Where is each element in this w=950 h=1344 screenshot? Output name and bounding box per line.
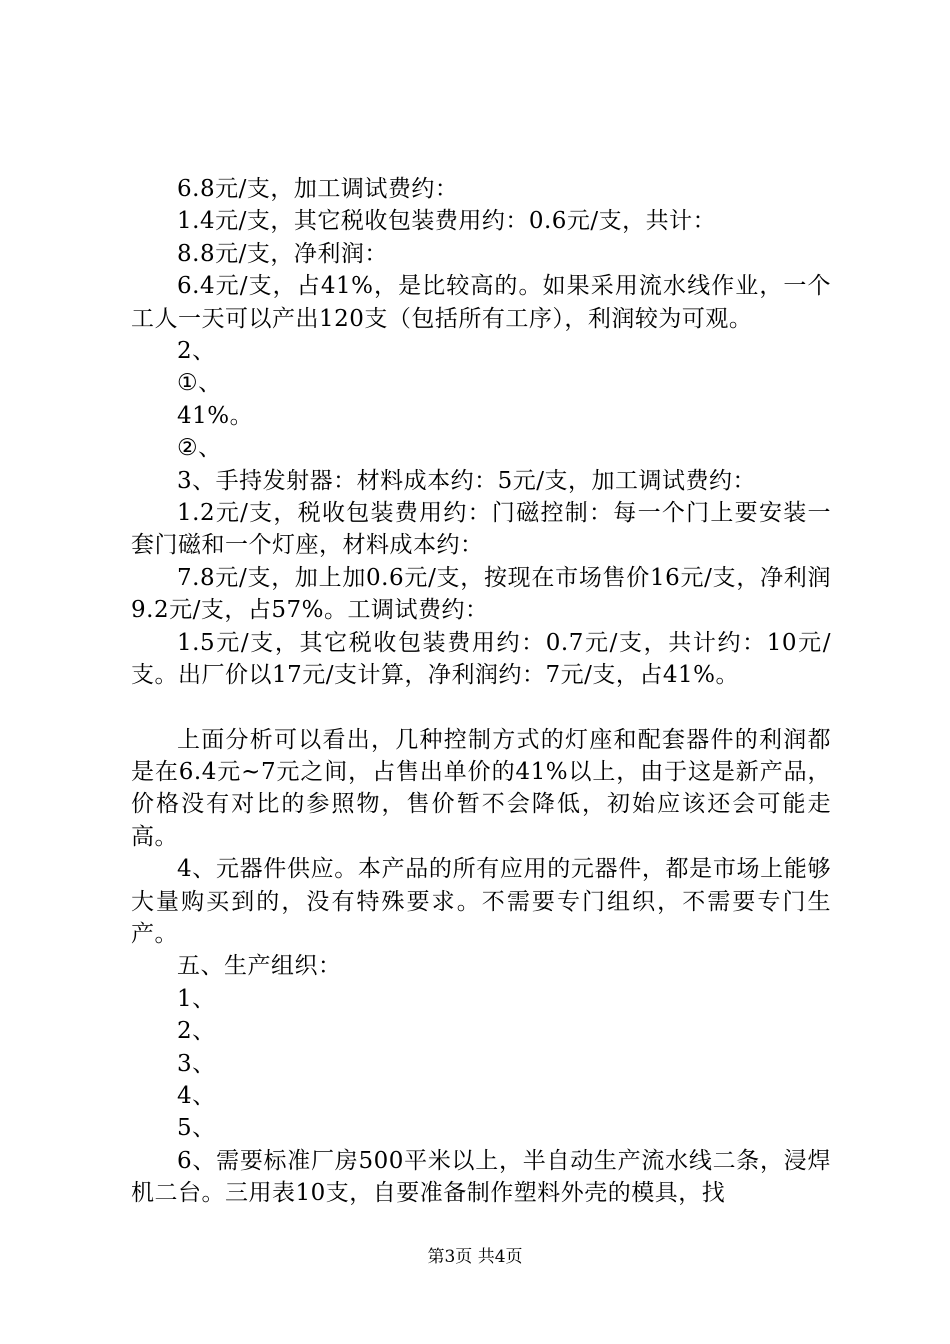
- paragraph: 8.8元/支，净利润：: [177, 240, 388, 267]
- paragraph: 1.5元/支，其它税收包装费用约：0.7元/支，共计约：10元/支。出厂价以17元/支计算，净利润约：7元/支，占41%。: [131, 629, 831, 689]
- paragraph: 3、手持发射器：材料成本约：5元/支，加工调试费约：: [177, 467, 757, 494]
- paragraph: 1.2元/支，税收包装费用约：门磁控制：每一个门上要安装一套门磁和一个灯座，材料成本约：: [131, 500, 831, 559]
- paragraph: ②、: [177, 435, 222, 462]
- paragraph: 2、: [177, 1018, 216, 1045]
- paragraph: 41%。: [177, 402, 254, 429]
- paragraph: 2、: [177, 338, 216, 365]
- paragraph: 1、: [177, 985, 216, 1012]
- paragraph: 3、: [177, 1050, 216, 1077]
- paragraph-gap: [131, 692, 831, 724]
- paragraph: 五、生产组织：: [177, 953, 342, 980]
- paragraph: 6.8元/支，加工调试费约：: [177, 176, 459, 202]
- page-footer: 第3页 共4页: [427, 1247, 523, 1267]
- paragraph: 5、: [177, 1115, 216, 1142]
- paragraph: 4、: [177, 1082, 216, 1109]
- paragraph: 上面分析可以看出，几种控制方式的灯座和配套器件的利润都是在6.4元~7元之间，占售出单价的41%以上，由于这是新产品，价格没有对比的参照物，售价暂不会降低，初始应该还会可能走高。: [131, 726, 831, 850]
- paragraph: 4、元器件供应。本产品的所有应用的元器件，都是市场上能够大量购买到的，没有特殊要求。不需要专门组织，不需要专门生产。: [131, 856, 831, 947]
- paragraph: 6.4元/支，占41%，是比较高的。如果采用流水线作业，一个工人一天可以产出120支（包括所有工序），利润较为可观。: [131, 273, 831, 332]
- document-body: [131, 173, 831, 1210]
- paragraph: 6、需要标准厂房500平米以上，半自动生产流水线二条，浸焊机二台。三用表10支，自要准备制作塑料外壳的模具，找: [131, 1147, 831, 1207]
- paragraph: 1.4元/支，其它税收包装费用约：0.6元/支，共计：: [177, 208, 717, 235]
- paragraph: 7.8元/支，加上加0.6元/支，按现在市场售价16元/支，净利润9.2元/支，占57%。工调试费约：: [131, 564, 831, 624]
- paragraph: ①、: [177, 370, 222, 397]
